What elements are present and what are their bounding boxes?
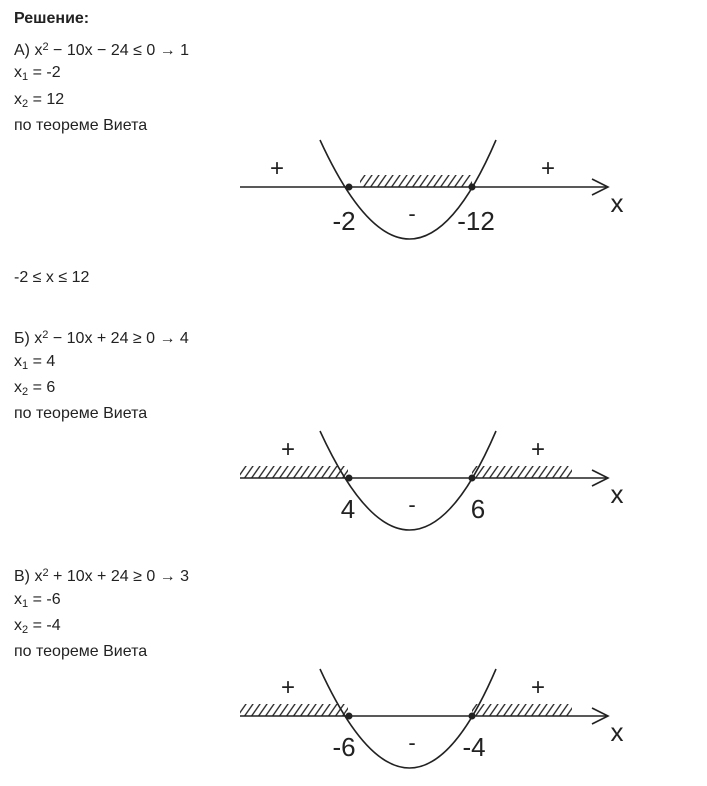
root-label-2: 6 — [470, 494, 486, 524]
sign-middle: - — [408, 730, 416, 755]
part-b-equation: Б) $x^2 - 10x + 24 \ge 0 \to 4$ — [14, 329, 189, 347]
sign-left: + — [280, 674, 296, 701]
root-point — [346, 184, 353, 191]
part-a-root-1: $x_1 = -2$ — [14, 64, 61, 83]
part-c-root-1: $x_1 = -6$ — [14, 591, 61, 610]
part-a-diagram — [230, 135, 630, 245]
root-point — [469, 475, 476, 482]
part-b-root-2: $x_2 = 6$ — [14, 379, 56, 398]
hatched-interval-left — [240, 466, 348, 478]
root-label-1: 4 — [340, 494, 356, 524]
part-b-root-1: $x_1 = 4$ — [14, 353, 56, 372]
part-c-root-2: $x_2 = -4$ — [14, 617, 61, 636]
part-c-equation: В) $x^2 + 10x + 24 \ge 0 \to 3$ — [14, 567, 189, 585]
part-a-theorem: по теореме Виета — [14, 117, 148, 134]
root-point — [469, 713, 476, 720]
root-point — [346, 475, 353, 482]
root-label-2: -4 — [462, 732, 486, 762]
part-c-diagram — [230, 664, 630, 774]
axis-label: x — [610, 479, 624, 509]
root-label-2: -12 — [457, 206, 495, 236]
hatched-interval-left — [240, 704, 348, 716]
part-c-theorem: по теореме Виета — [14, 643, 148, 660]
sign-middle: - — [408, 492, 416, 517]
part-b-diagram — [230, 426, 630, 536]
part-a-equation: А) $x^2 - 10x - 24 \le 0 \to 1$ — [14, 41, 189, 59]
part-a-root-2: $x_2 = 12$ — [14, 91, 65, 110]
root-label-1: -2 — [332, 206, 356, 236]
sign-right: + — [530, 674, 546, 701]
root-label-1: -6 — [332, 732, 356, 762]
axis-label: x — [610, 717, 624, 747]
root-point — [346, 713, 353, 720]
sign-middle: - — [408, 201, 416, 226]
root-point — [469, 184, 476, 191]
axis-label: x — [610, 188, 624, 218]
sign-right: + — [530, 436, 546, 463]
hatched-interval-right — [472, 704, 572, 716]
solution-title: Решение: — [14, 10, 90, 27]
sign-left: + — [269, 155, 285, 182]
part-a-answer: -2 ≤ x ≤ 12 — [14, 269, 90, 286]
sign-left: + — [280, 436, 296, 463]
hatched-interval-right — [472, 466, 572, 478]
part-b-theorem: по теореме Виета — [14, 405, 148, 422]
sign-right: + — [540, 155, 556, 182]
hatched-interval — [360, 175, 472, 187]
